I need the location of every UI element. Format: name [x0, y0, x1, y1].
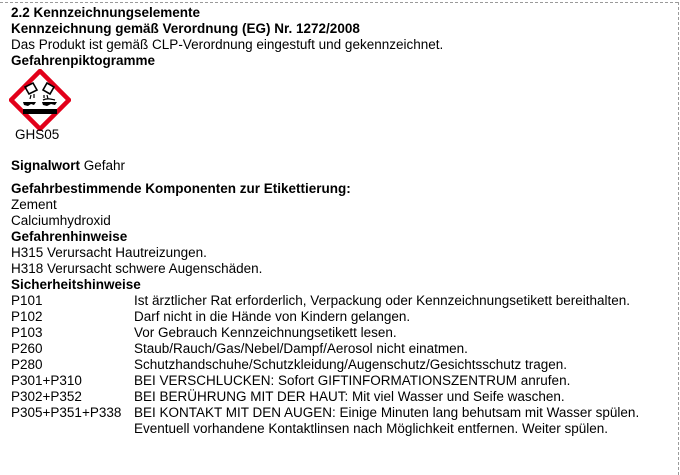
regulation-heading: Kennzeichnung gemäß Verordnung (EG) Nr. 1272/2008	[11, 21, 360, 36]
precaution-row	[11, 309, 675, 325]
pictogram-code: GHS05	[15, 127, 60, 142]
section-heading: 2.2 Kennzeichnungselemente	[11, 5, 201, 20]
pictogram-block	[11, 69, 91, 144]
precaution-row	[11, 325, 675, 341]
precaution-code: P260	[11, 341, 43, 356]
precaution-text: BEI BERÜHRUNG MIT DER HAUT: Mit viel Wasser und Seife waschen.	[134, 389, 565, 404]
precaution-row	[11, 405, 675, 437]
precaution-text: Ist ärztlicher Rat erforderlich, Verpackung oder Kennzeichnungsetikett bereithalten.	[134, 293, 631, 308]
component-item: Calciumhydroxid	[11, 213, 111, 228]
signal-word-line	[11, 158, 675, 174]
precaution-row	[11, 293, 675, 309]
component-item: Zement	[11, 197, 57, 212]
precaution-code: P103	[11, 325, 43, 340]
hazard-item: H318 Verursacht schwere Augenschäden.	[11, 261, 263, 276]
precaution-row	[11, 373, 675, 389]
precaution-code: P302+P352	[11, 389, 82, 404]
precaution-text: Darf nicht in die Hände von Kindern gelangen.	[134, 309, 411, 324]
precaution-code: P102	[11, 309, 43, 324]
precaution-text: BEI KONTAKT MIT DEN AUGEN: Einige Minuten lang behutsam mit Wasser spülen. Eventuell vorhandene Kontaktlinsen nach Möglichkeit entfernen. Weiter spülen.	[134, 405, 640, 436]
page-frame-right	[678, 2, 679, 475]
precaution-row	[11, 341, 675, 357]
precaution-row	[11, 357, 675, 373]
precaution-code: P301+P310	[11, 373, 82, 388]
components-heading: Gefahrbestimmende Komponenten zur Etikettierung:	[11, 181, 351, 196]
precaution-code: P280	[11, 357, 43, 372]
corrosion-icon	[9, 69, 71, 131]
precaution-text: BEI VERSCHLUCKEN: Sofort GIFTINFORMATIONSZENTRUM anrufen.	[134, 373, 571, 388]
precaution-text: Staub/Rauch/Gas/Nebel/Dampf/Aerosol nicht einatmen.	[134, 341, 468, 356]
precaution-text: Vor Gebrauch Kennzeichnungsetikett lesen.	[134, 325, 397, 340]
precaution-code: P305+P351+P338	[11, 405, 122, 420]
pictograms-heading: Gefahrenpiktogramme	[11, 53, 156, 68]
signal-word-value: Gefahr	[83, 158, 126, 173]
hazard-item: H315 Verursacht Hautreizungen.	[11, 245, 207, 260]
precaution-text: Schutzhandschuhe/Schutzkleidung/Augenschutz/Gesichtsschutz tragen.	[134, 357, 568, 372]
precaution-heading: Sicherheitshinweise	[11, 277, 141, 292]
label-elements-section	[11, 5, 675, 437]
hazard-heading: Gefahrenhinweise	[11, 229, 128, 244]
precaution-code: P101	[11, 293, 43, 308]
intro-text: Das Produkt ist gemäß CLP-Verordnung eingestuft und gekennzeichnet.	[11, 37, 444, 52]
signal-word-label: Signalwort	[11, 158, 81, 173]
precaution-row	[11, 389, 675, 405]
page-frame-top	[0, 2, 678, 3]
